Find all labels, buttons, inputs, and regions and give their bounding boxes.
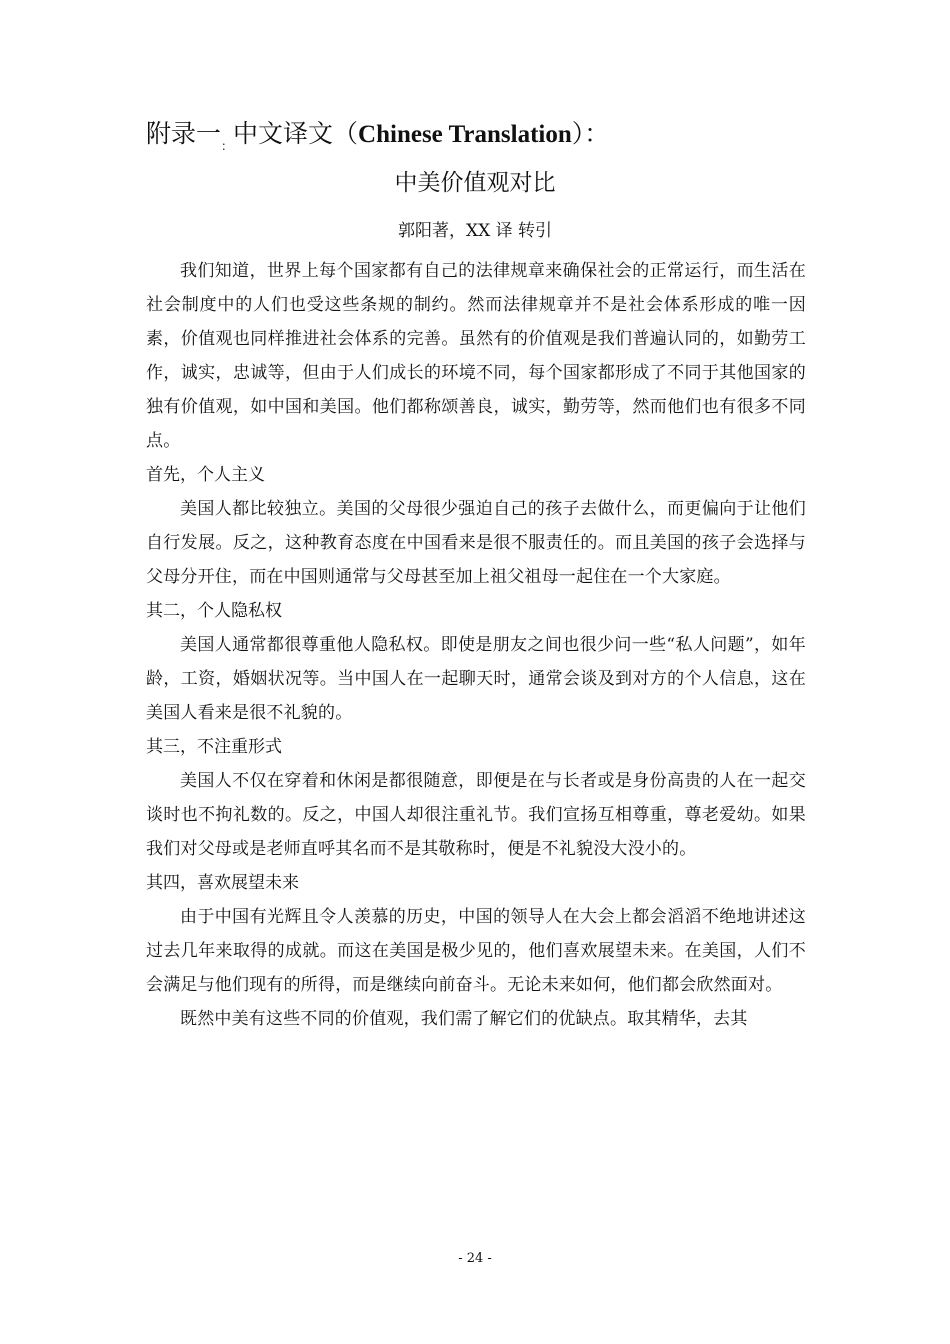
section-heading-individualism: 首先，个人主义 <box>146 465 265 485</box>
paragraph-individualism: 美国人都比较独立。美国的父母很少强迫自己的孩子去做什么，而更偏向于让他们自行发展。反之，这种教育态度在中国看来是很不服责任的。而且美国的孩子会选择与父母分开住，而在中国则通常与父母甚至加上祖父祖母一起住在一个大家庭。 <box>146 499 806 587</box>
appendix-suffix: ）： <box>571 119 610 148</box>
document-title: 中美价值观对比 <box>394 170 556 196</box>
section-heading-privacy: 其二，个人隐私权 <box>146 601 282 621</box>
paragraph-future: 由于中国有光辉且令人羡慕的历史，中国的领导人在大会上都会滔滔不绝地讲述这过去几年来取得的成就。而这在美国是极少见的，他们喜欢展望未来。在美国，人们不会满足与他们现有的所得，而是继续向前奋斗。无论未来如何，他们都会欣然面对。 <box>146 907 806 995</box>
paragraph-informality: 美国人不仅在穿着和休闲是都很随意，即便是在与长者或是身份高贵的人在一起交谈时也不拘礼数的。反之，中国人却很注重礼节。我们宣扬互相尊重，尊老爱幼。如果我们对父母或是老师直呼其名而不是其敬称时，便是不礼貌没大没小的。 <box>146 771 806 859</box>
page-number: - 24 - <box>458 1251 492 1266</box>
appendix-label-cn: 中文译文（ <box>233 119 359 148</box>
paragraph-intro: 我们知道，世界上每个国家都有自己的法律规章来确保社会的正常运行，而生活在社会制度中的人们也受这些条规的制约。然而法律规章并不是社会体系形成的唯一因素，价值观也同样推进社会体系的完善。虽然有的价值观是我们普遍认同的，如勤劳工作，诚实，忠诚等，但由于人们成长的环境不同，每个国家都形成了不同于其他国家的独有价值观，如中国和美国。他们都称颂善良，诚实，勤劳等，然而他们也有很多不同点。 <box>146 261 806 451</box>
author-byline: 郭阳著，XX 译 转引 <box>397 221 552 241</box>
section-heading-informality: 其三，不注重形式 <box>146 737 282 757</box>
appendix-heading <box>146 117 609 163</box>
paragraph-privacy: 美国人通常都很尊重他人隐私权。即使是朋友之间也很少问一些“私人问题”，如年龄，工资，婚姻状况等。当中国人在一起聊天时，通常会谈及到对方的个人信息，这在美国人看来是很不礼貌的。 <box>146 635 806 723</box>
appendix-small-colon: ： <box>221 139 234 153</box>
appendix-label-en: Chinese Translation <box>358 121 572 148</box>
paragraph-conclusion: 既然中美有这些不同的价值观，我们需了解它们的优缺点。取其精华，去其 <box>180 1009 748 1029</box>
body-text <box>146 254 806 1036</box>
section-heading-future: 其四，喜欢展望未来 <box>146 873 299 893</box>
appendix-prefix: 附录一 <box>146 119 222 148</box>
